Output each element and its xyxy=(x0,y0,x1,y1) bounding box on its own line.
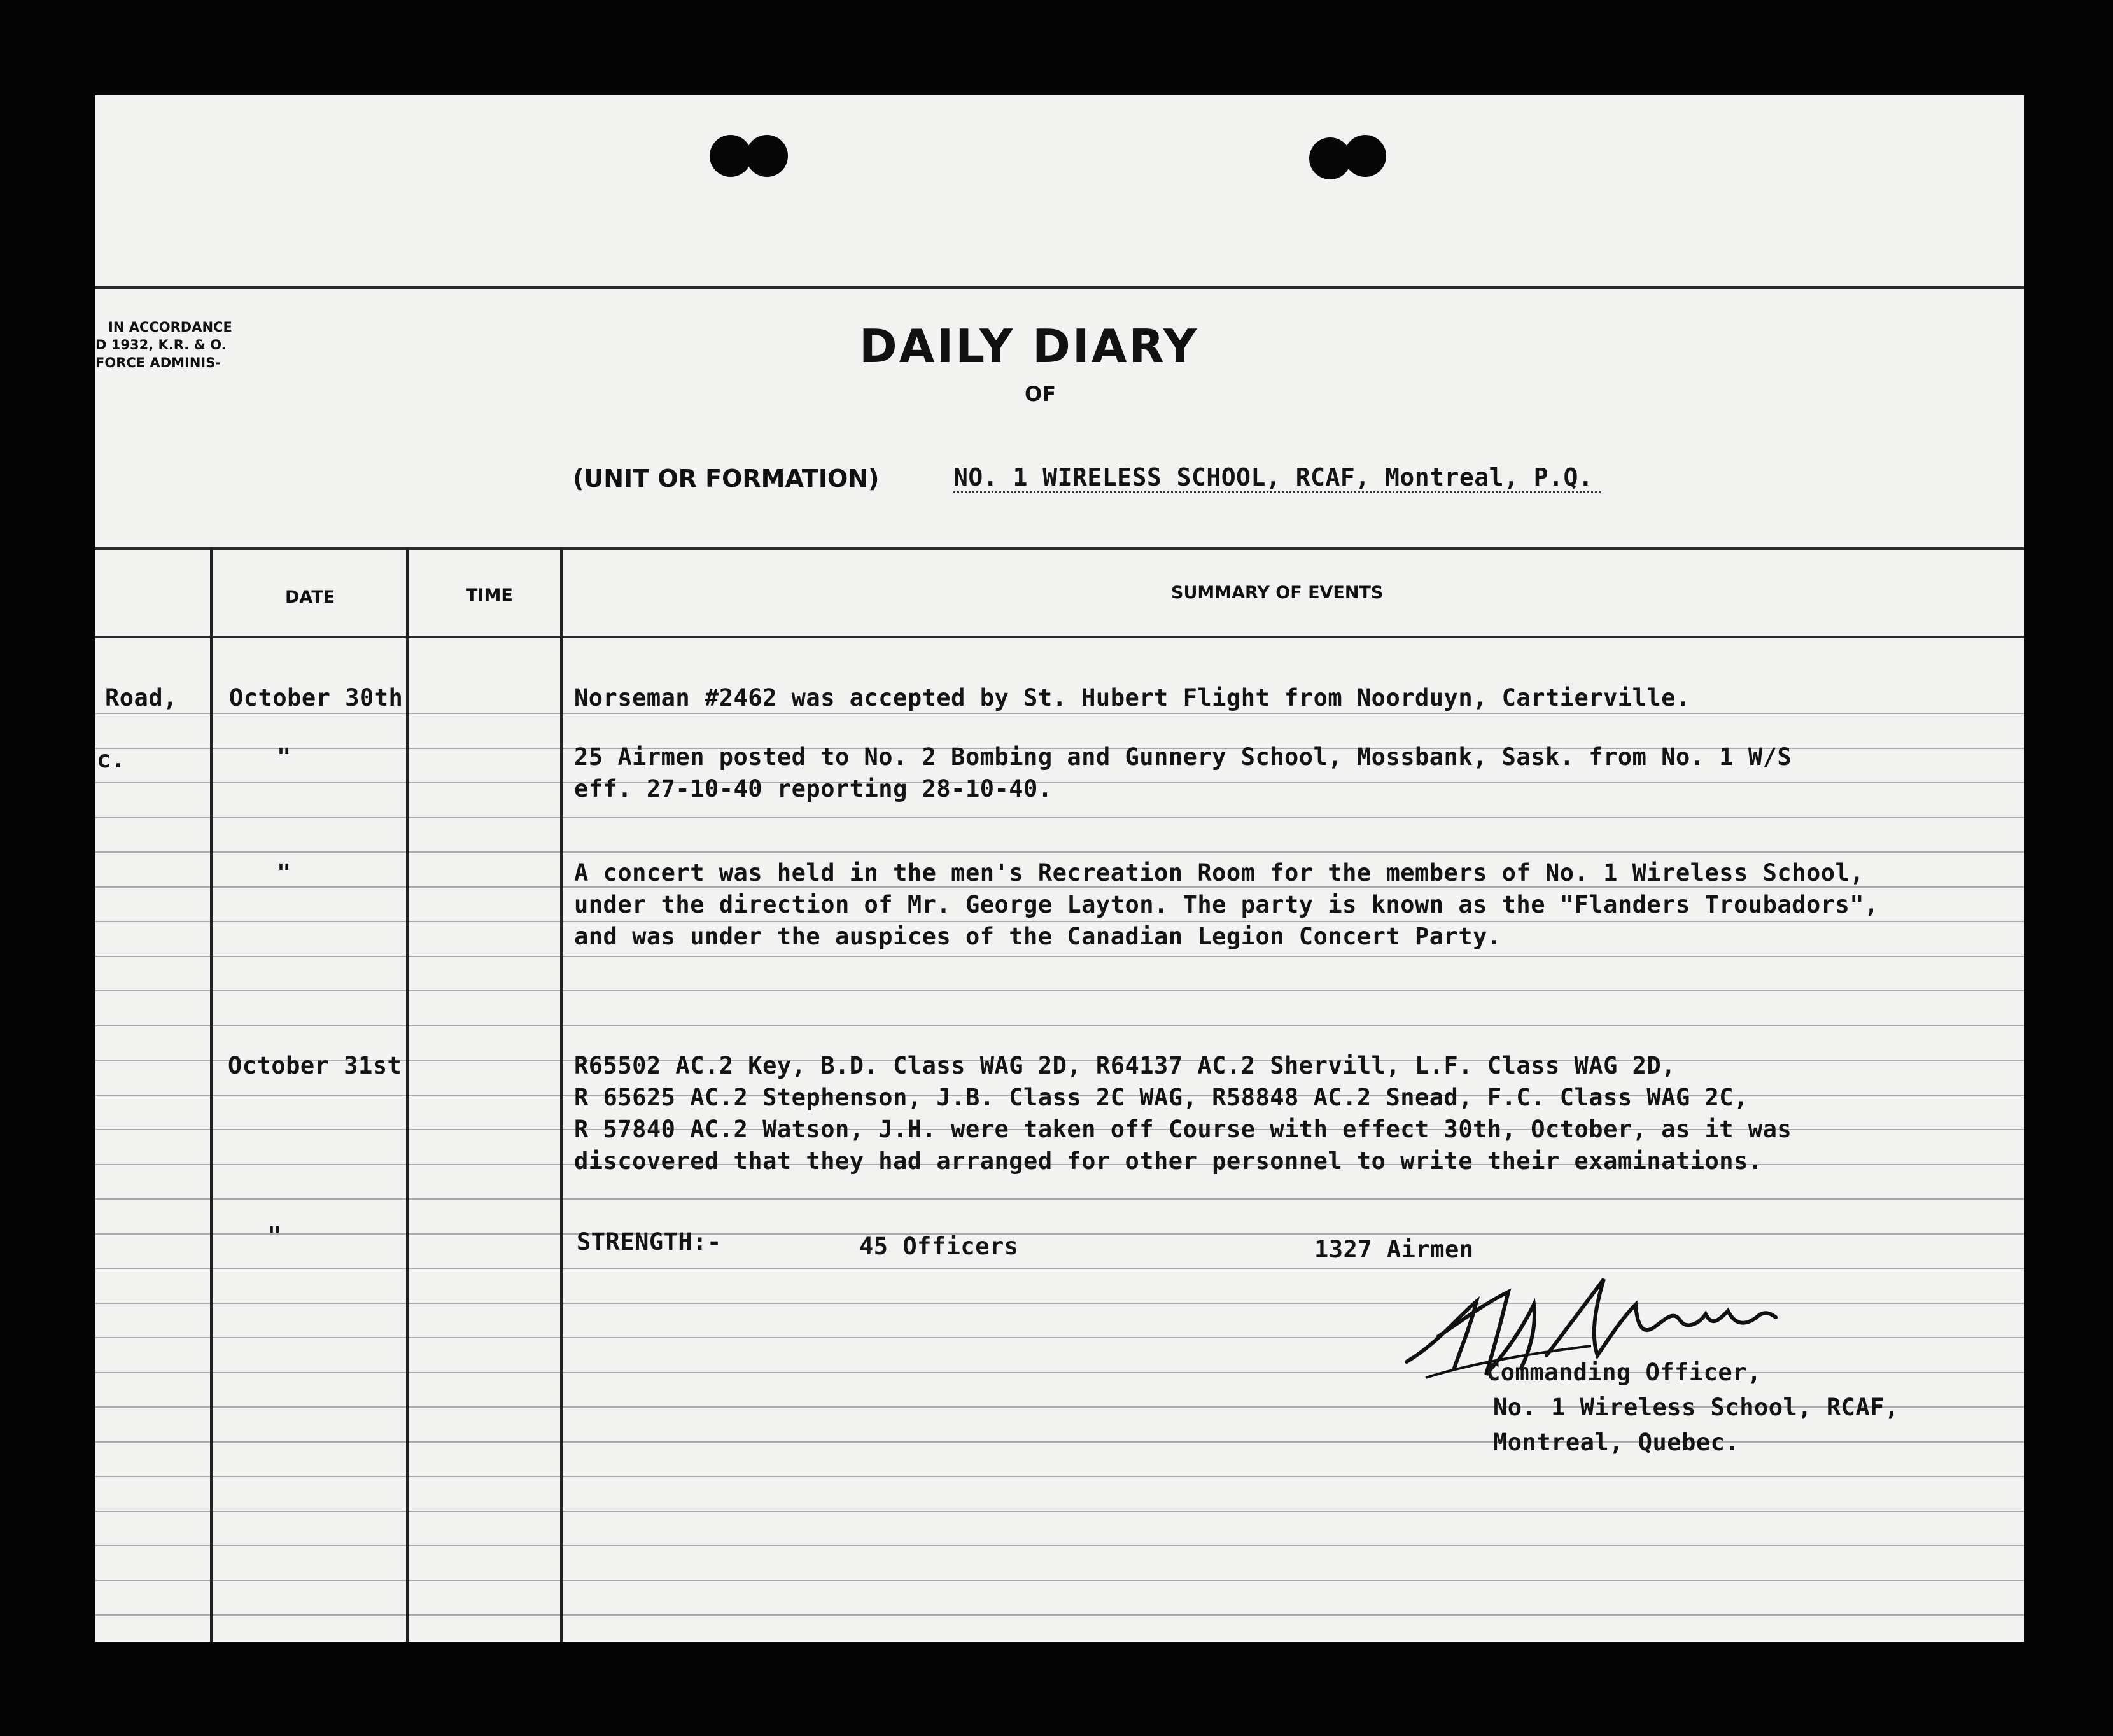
entry-date: October 30th xyxy=(229,684,404,711)
ruled-line xyxy=(95,921,2024,922)
column-header-time: TIME xyxy=(466,585,513,605)
strength-airmen: 1327 Airmen xyxy=(1314,1236,1474,1263)
entry-line: A concert was held in the men's Recreation Room for the members of No. 1 Wireless School, xyxy=(574,859,1865,886)
strength-officers: 45 Officers xyxy=(859,1233,1019,1260)
table-header-rule xyxy=(95,636,2024,638)
unit-label: (UNIT OR FORMATION) xyxy=(573,465,880,493)
ruled-line xyxy=(95,851,2024,853)
column-divider xyxy=(560,547,563,1642)
left-fragment: c. xyxy=(97,746,126,773)
entry-line: and was under the auspices of the Canadian Legion Concert Party. xyxy=(574,923,1502,950)
ruled-line xyxy=(95,817,2024,818)
page-title: DAILY DIARY xyxy=(859,319,1199,373)
ruled-line xyxy=(95,886,2024,888)
ruled-line xyxy=(95,713,2024,714)
punch-hole xyxy=(1344,135,1386,177)
ruled-line xyxy=(95,1511,2024,1512)
ruled-line xyxy=(95,1233,2024,1235)
column-divider xyxy=(406,547,409,1642)
margin-note xyxy=(95,318,232,372)
ruled-line xyxy=(95,990,2024,991)
punch-hole xyxy=(746,135,788,177)
ruled-line xyxy=(95,1198,2024,1200)
entry-date: October 31st xyxy=(228,1052,402,1079)
ruled-line xyxy=(95,1025,2024,1026)
ruled-line xyxy=(95,1545,2024,1546)
ruled-line xyxy=(95,782,2024,783)
entry-date: " xyxy=(277,859,291,886)
signature-location: Montreal, Quebec. xyxy=(1493,1429,1740,1456)
entry-line: 25 Airmen posted to No. 2 Bombing and Gunnery School, Mossbank, Sask. from No. 1 W/S xyxy=(574,743,1792,771)
signature-title: Commanding Officer, xyxy=(1486,1359,1762,1386)
entry-line: discovered that they had arranged for other personnel to write their examinations. xyxy=(574,1147,1763,1175)
title-of: OF xyxy=(1025,382,1056,406)
entry-line: R65502 AC.2 Key, B.D. Class WAG 2D, R64137 AC.2 Shervill, L.F. Class WAG 2D, xyxy=(574,1052,1676,1079)
entry-line: R 65625 AC.2 Stephenson, J.B. Class 2C WAG, R58848 AC.2 Snead, F.C. Class WAG 2C, xyxy=(574,1084,1748,1111)
left-fragment: Road, xyxy=(105,684,178,711)
entry-line: R 57840 AC.2 Watson, J.H. were taken off Course with effect 30th, October, as it was xyxy=(574,1116,1792,1143)
column-header-date: DATE xyxy=(285,587,335,607)
margin-note-line: IN ACCORDANCE xyxy=(108,319,232,335)
strength-date: " xyxy=(267,1222,282,1249)
entry-line: Norseman #2462 was accepted by St. Hubert Flight from Noorduyn, Cartierville. xyxy=(574,684,1690,711)
ruled-line xyxy=(95,956,2024,957)
header-top-rule xyxy=(95,286,2024,289)
signature-unit: No. 1 Wireless School, RCAF, xyxy=(1493,1394,1899,1421)
column-divider xyxy=(210,547,213,1642)
strength-label: STRENGTH:- xyxy=(577,1228,722,1256)
ruled-line xyxy=(95,1476,2024,1477)
unit-value: NO. 1 WIRELESS SCHOOL, RCAF, Montreal, P.Q. xyxy=(953,463,1601,493)
margin-note-line: FORCE ADMINIS- xyxy=(95,355,221,370)
ruled-line xyxy=(95,1580,2024,1581)
margin-note-line: D 1932, K.R. & O. xyxy=(95,337,227,353)
column-header-summary: SUMMARY OF EVENTS xyxy=(1171,583,1384,603)
entry-line: eff. 27-10-40 reporting 28-10-40. xyxy=(574,775,1053,802)
entry-date: " xyxy=(277,743,291,771)
entry-line: under the direction of Mr. George Layton. The party is known as the "Flanders Troubadors", xyxy=(574,891,1879,918)
diary-page xyxy=(95,95,2024,1642)
ruled-line xyxy=(95,1614,2024,1616)
table-top-rule xyxy=(95,547,2024,550)
